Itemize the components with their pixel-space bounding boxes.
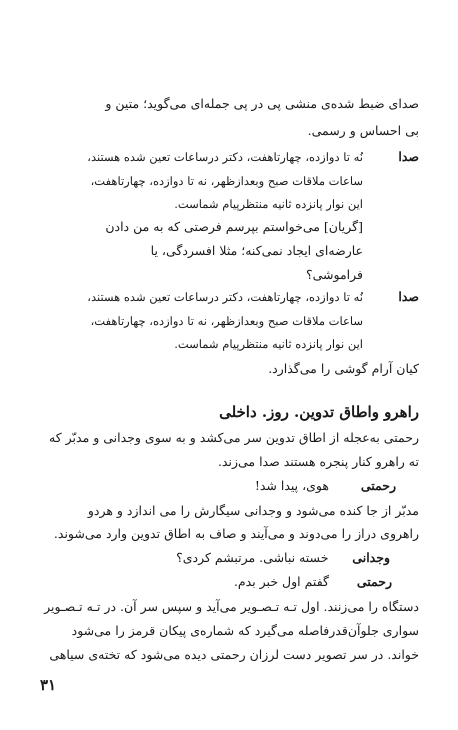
dialogue-vojdani — [39, 547, 390, 569]
dialogue-rahmati-1 — [39, 475, 396, 497]
speaker-label: صدا — [398, 289, 419, 304]
speaker-label: رحمتی — [360, 478, 396, 493]
dialogue-line: ساعات ملاقات صبح وبعدازظهر، نه تا دوازده، چهارتاهفت، — [90, 314, 363, 328]
speaker-label: وجدانی — [352, 550, 390, 565]
dialogue-line: نُه تا دوازده، چهارتاهفت، دکتر درساعات تعین شده هستند، — [87, 290, 363, 304]
action-line: کیان آرام گوشی را می‌گذارد. — [268, 361, 419, 376]
scene-line: رحمتی به‌عجله از اطاق تدوین سر می‌کشد و به سوی وجدانی و مدبّر که — [49, 430, 419, 445]
dialogue-text: خسته نباشی. مرتبشم کردی؟ — [176, 550, 329, 565]
dialogue-line: ساعات ملاقات صبح وبعدازظهر، نه تا دوازده، چهارتاهفت، — [90, 174, 363, 188]
scene-heading: راهرو واطاق تدوین. روز. داخلی — [219, 403, 419, 421]
dialogue-line: فراموشی؟ — [305, 267, 363, 282]
action-line: راهروی دراز را می‌دوند و می‌آیند و صاف به اطاق تدوین وارد می‌شوند. — [53, 526, 419, 541]
action-line: دستگاه را می‌زنند. اول تـه تـصـویر می‌آید و سپس سر آن. در تـه تـصـویر — [44, 599, 419, 614]
dialogue-line: عارضه‌ای ایجاد نمی‌کنه؛ مثلا افسردگی، یا — [150, 243, 363, 258]
action-line: خواند. در سر تصویر دست لرزان رحمتی دیده می‌شود که تخته‌ی سیاهی — [49, 647, 419, 662]
speaker-label: صدا — [398, 149, 419, 164]
dialogue-rahmati-2 — [39, 571, 392, 593]
page-number: ۳۱ — [40, 676, 57, 694]
action-line: مدبّر از جا کنده می‌شود و وجدانی سیگارش را می اندازد و هردو — [87, 503, 419, 518]
speaker-label: رحمتی — [356, 574, 392, 589]
intro-line-2: بی احساس و رسمی. — [307, 123, 419, 138]
dialogue-line: نُه تا دوازده، چهارتاهفت، دکتر درساعات تعین شده هستند، — [87, 150, 363, 164]
action-line: سواری جلوآن‌قدرفاصله می‌گیرد که شماره‌ی پیکان قرمز را می‌شود — [71, 623, 419, 638]
dialogue-line: این نوار پانزده ثانیه منتظرپیام شماست. — [174, 197, 363, 211]
intro-line-1: صدای ضبط شده‌ی منشی پی در پی جمله‌ای می‌گوید؛ متین و — [105, 96, 419, 111]
scene-line: ته راهرو کنار پنجره هستند صدا می‌زند. — [217, 454, 419, 469]
dialogue-line: [گریان] می‌خواستم بپرسم فرصتی که به من دادن — [105, 219, 363, 234]
dialogue-text: هوی، پیدا شد! — [254, 478, 329, 493]
dialogue-line: این نوار پانزده ثانیه منتظرپیام شماست. — [174, 337, 363, 351]
dialogue-text: گفتم اول خبر بدم. — [233, 574, 329, 589]
